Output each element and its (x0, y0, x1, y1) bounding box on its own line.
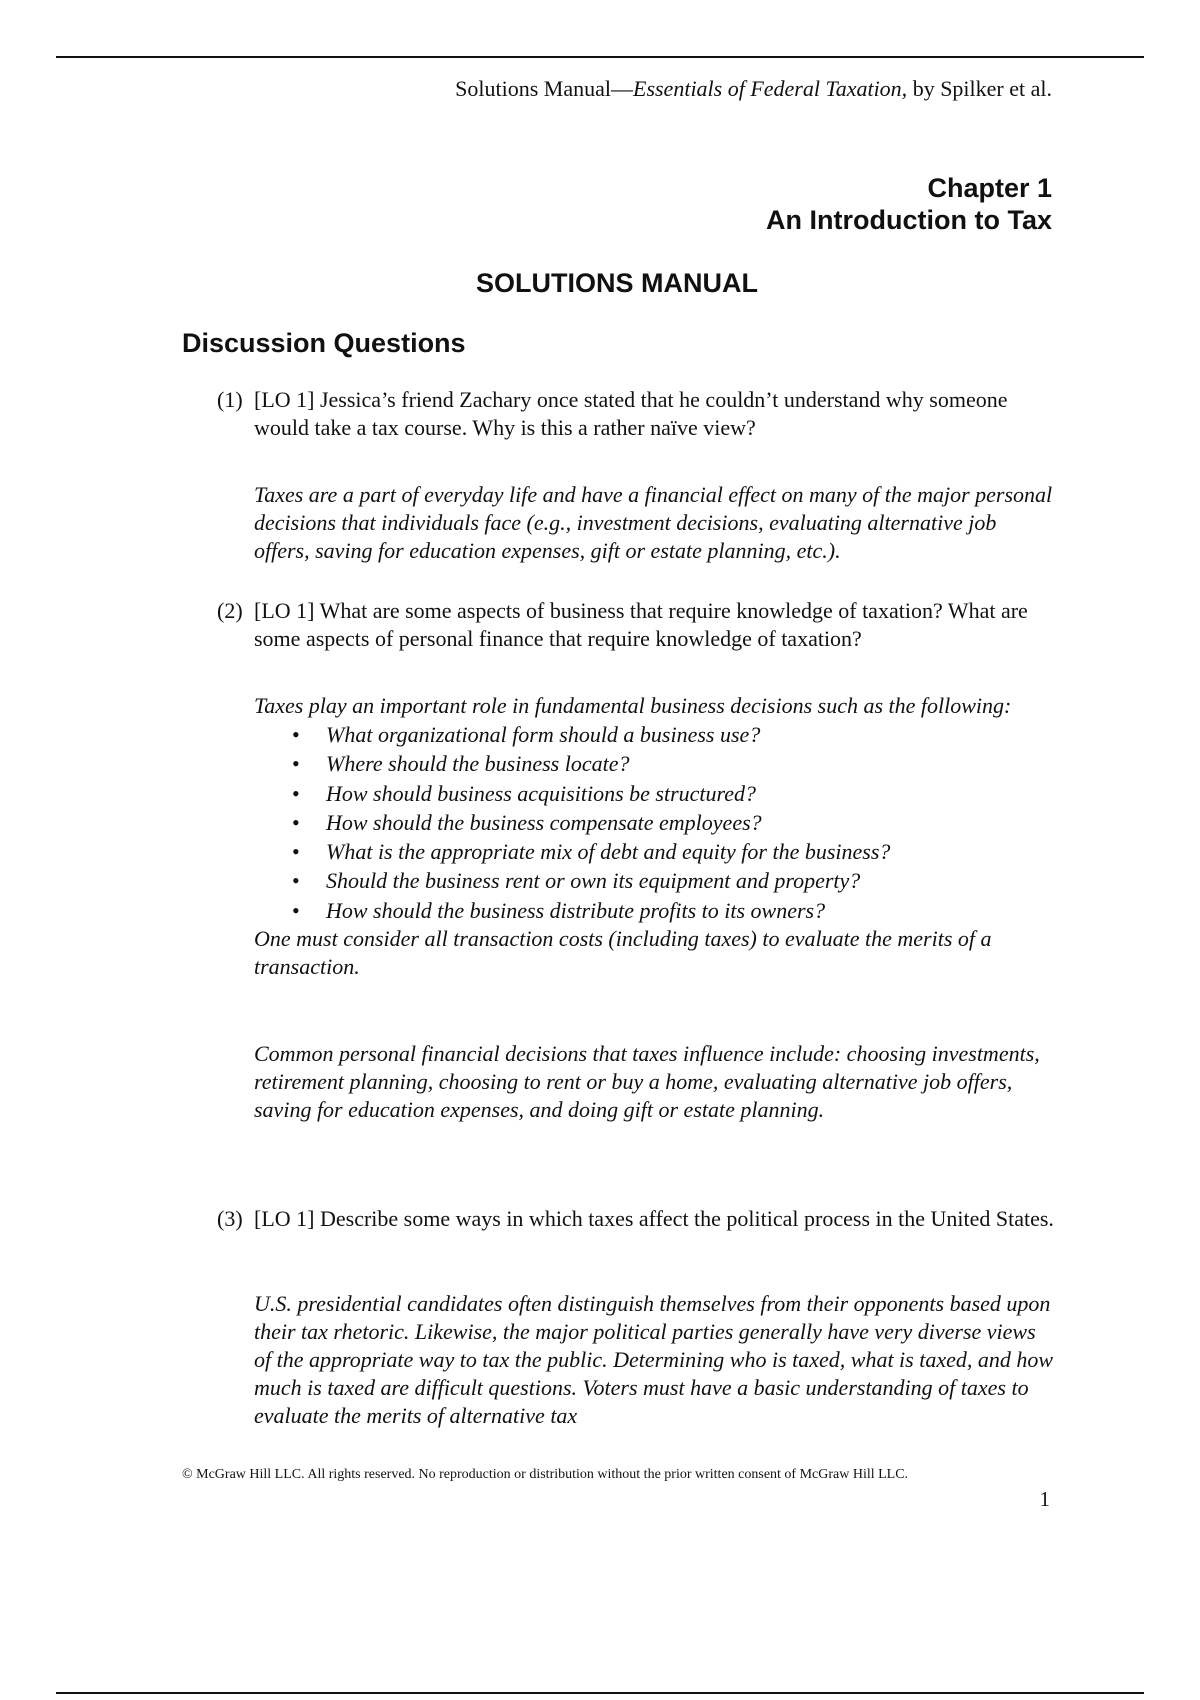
section-title: Discussion Questions (182, 328, 466, 358)
list-item: • What is the appropriate mix of debt and equity for the business? (292, 839, 891, 865)
question-3 (217, 1205, 1054, 1233)
answer-2 (254, 692, 1054, 981)
list-item: • Where should the business locate? (292, 751, 630, 777)
question-number: (1) (217, 387, 243, 412)
manual-title: SOLUTIONS MANUAL (476, 268, 758, 298)
question-number: (3) (217, 1206, 243, 1231)
question-text: [LO 1] Describe some ways in which taxes affect the political process in the United States. (254, 1206, 1054, 1231)
list-item: • Should the business rent or own its equipment and property? (292, 868, 861, 894)
chapter-heading (766, 172, 1052, 236)
answer-text: Taxes are a part of everyday life and have a financial effect on many of the major personal decisions that individuals face (e.g., investment decisions, evaluating alternative job offers, saving for education expenses, gift or estate planning, etc.). (254, 482, 1053, 563)
list-item: • How should the business distribute profits to its owners? (292, 897, 826, 923)
copyright-notice: © McGraw Hill LLC. All rights reserved. No reproduction or distribution without the prior written consent of McGraw Hill LLC. (182, 1467, 909, 1482)
answer-text: U.S. presidential candidates often distinguish themselves from their opponents based upon their tax rhetoric. Likewise, the major political parties generally have very diverse views of the appropriate way to tax the public. Determining who is taxed, what is taxed, and how much is taxed are difficult questions. Voters must have a basic understanding of taxes to evaluate the merits of alternative tax (254, 1291, 1054, 1428)
list-item: • What organizational form should a business use? (292, 722, 761, 747)
top-rule (56, 56, 1144, 58)
list-item: • How should the business compensate employees? (292, 809, 762, 835)
chapter-number: Chapter 1 (927, 173, 1052, 203)
header-suffix: by Spilker et al. (907, 76, 1052, 101)
answer-conclusion: One must consider all transaction costs (including taxes) to evaluate the merits of a transaction. (254, 926, 992, 980)
question-2 (217, 597, 1054, 653)
business-decision-list (254, 720, 1054, 925)
book-title: Essentials of Federal Taxation, (633, 76, 908, 101)
answer-3 (254, 1290, 1054, 1430)
bottom-rule (56, 1692, 1144, 1694)
chapter-title: An Introduction to Tax (766, 205, 1052, 235)
list-item: • How should business acquisitions be structured? (292, 780, 757, 806)
running-header (455, 74, 1052, 104)
question-text: [LO 1] What are some aspects of business that require knowledge of taxation? What are some aspects of personal finance that require knowledge of taxation? (254, 598, 1028, 651)
question-1 (217, 386, 1054, 442)
question-number: (2) (217, 598, 243, 623)
answer-text: Common personal financial decisions that taxes influence include: choosing investments, retirement planning, choosing to rent or buy a home, evaluating alternative job offers, saving for education expenses, and doing gift or estate planning. (254, 1041, 1040, 1122)
answer-1 (254, 481, 1054, 565)
answer-2-personal (254, 1040, 1054, 1124)
page-number: 1 (1039, 1487, 1050, 1511)
question-text: [LO 1] Jessica’s friend Zachary once stated that he couldn’t understand why someone would take a tax course. Why is this a rather naïve view? (254, 387, 1008, 440)
answer-intro: Taxes play an important role in fundamental business decisions such as the following: (254, 693, 1012, 718)
header-prefix: Solutions Manual— (455, 76, 633, 101)
